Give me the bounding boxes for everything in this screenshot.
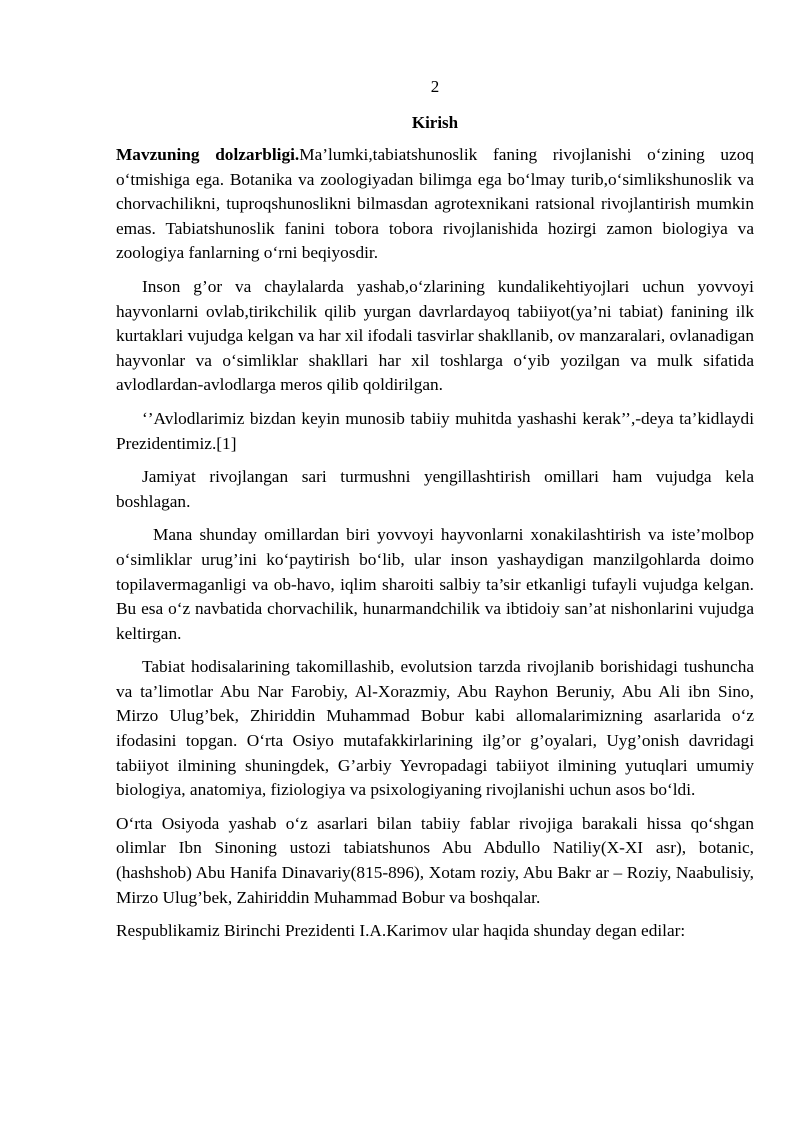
page-number: 2 xyxy=(430,77,440,96)
paragraph-quote: ‘’Avlodlarimiz bizdan keyin munosib tabiiy muhitda yashashi kerak’’,-deya ta’kidlaydi Prezidentimiz.[1] xyxy=(116,408,754,453)
document-page xyxy=(116,76,754,953)
paragraph: Tabiat hodisalarining takomillashib, evolutsion tarzda rivojlanib borishidagi tushuncha va ta’limotlar Abu Nar Farobiy, Al-Xorazmiy, Abu Rayhon Beruniy, Abu Ali ibn Sino, Mirzo Ulug’bek, Zhiriddin Muhammad Bobur kabi allomalarimizning asarlarida o‘z ifodasini topgan. O‘rta Osiyo mutafakkirlarining ilg’or g’oyalari, Uyg’onish davridagi tabiiyot ilmining shuningdek, G’arbiy Yevropadagi tabiiyot ilmining yutuqlari umumiy biologiya, anatomiya, fiziologiya va psixologiyaning rivojlanishi uchun asos bo‘ldi. xyxy=(116,657,754,800)
paragraph-relevance xyxy=(116,143,754,266)
paragraph: Inson g’or va chaylalarda yashab,o‘zlarining kundalikehtiyojlari uchun yovvoyi hayvonlarni ovlab,tirikchilik qilib yurgan davrlardayoq tabiiyot(ya’ni tabiat) fanining ilk kurtaklari vujudga kelgan va har xil ifodali tasvirlar shakllanib, ov manzaralari, ovlanadigan hayvonlar va o‘simliklar shakllari har xil toshlarga o‘yib yozilgan va mulk sifatida avlodlardan-avlodlarga meros qilib qoldirilgan. xyxy=(116,276,754,395)
paragraph: O‘rta Osiyoda yashab o‘z asarlari bilan tabiiy fablar rivojiga barakali hissa qo‘shgan olimlar Ibn Sinoning ustozi tabiatshunos Abu Abdullo Natiliy(X-XI asr), botanic, (hashshob) Abu Hanifa Dinavariy(815-896), Xotam roziy, Abu Bakr ar – Roziy, Naabulisiy, Mirzo Ulug’bek, Zahiriddin Muhammad Bobur va boshqalar. xyxy=(116,813,754,907)
paragraph: Respublikamiz Birinchi Prezidenti I.A.Karimov ular haqida shunday degan edilar: xyxy=(116,921,686,941)
paragraph-text: Ma’lumki,tabiatshunoslik faning rivojlanishi o‘zining uzoq o‘tmishiga ega. Botanika va zoologiyadan bilimga ega bo‘lmay turib,o‘simlikshunoslik va chorvachilikni, tuproqshunoslikni bilmasdan agrotexnikani ratsional rivojlantirish mumkin emas. Tabiatshunoslik fanini tobora tobora rivojlanishida hozirgi zamon biologiya va zoologiya fanlarning o‘rni beqiyosdir. xyxy=(116,145,754,263)
section-heading: Kirish xyxy=(411,113,459,132)
paragraph-lead: Mavzuning dolzarbligi. xyxy=(116,145,300,164)
paragraph: Mana shunday omillardan biri yovvoyi hayvonlarni xonakilashtirish va iste’molbop o‘simliklar urug’ini ko‘paytirish bo‘lib, ular inson yashaydigan manzilgohlarda doimo topilavermaganligi va ob-havo, iqlim sharoiti salbiy ta’sir etkanligi tufayli vujudga kelgan. Bu esa o‘z navbatida chorvachilik, hunarmandchilik va ibtidoiy san’at nishonlarini vujudga keltirgan. xyxy=(116,525,754,643)
paragraph: Jamiyat rivojlangan sari turmushni yengillashtirish omillari ham vujudga kela boshlagan. xyxy=(116,467,754,511)
